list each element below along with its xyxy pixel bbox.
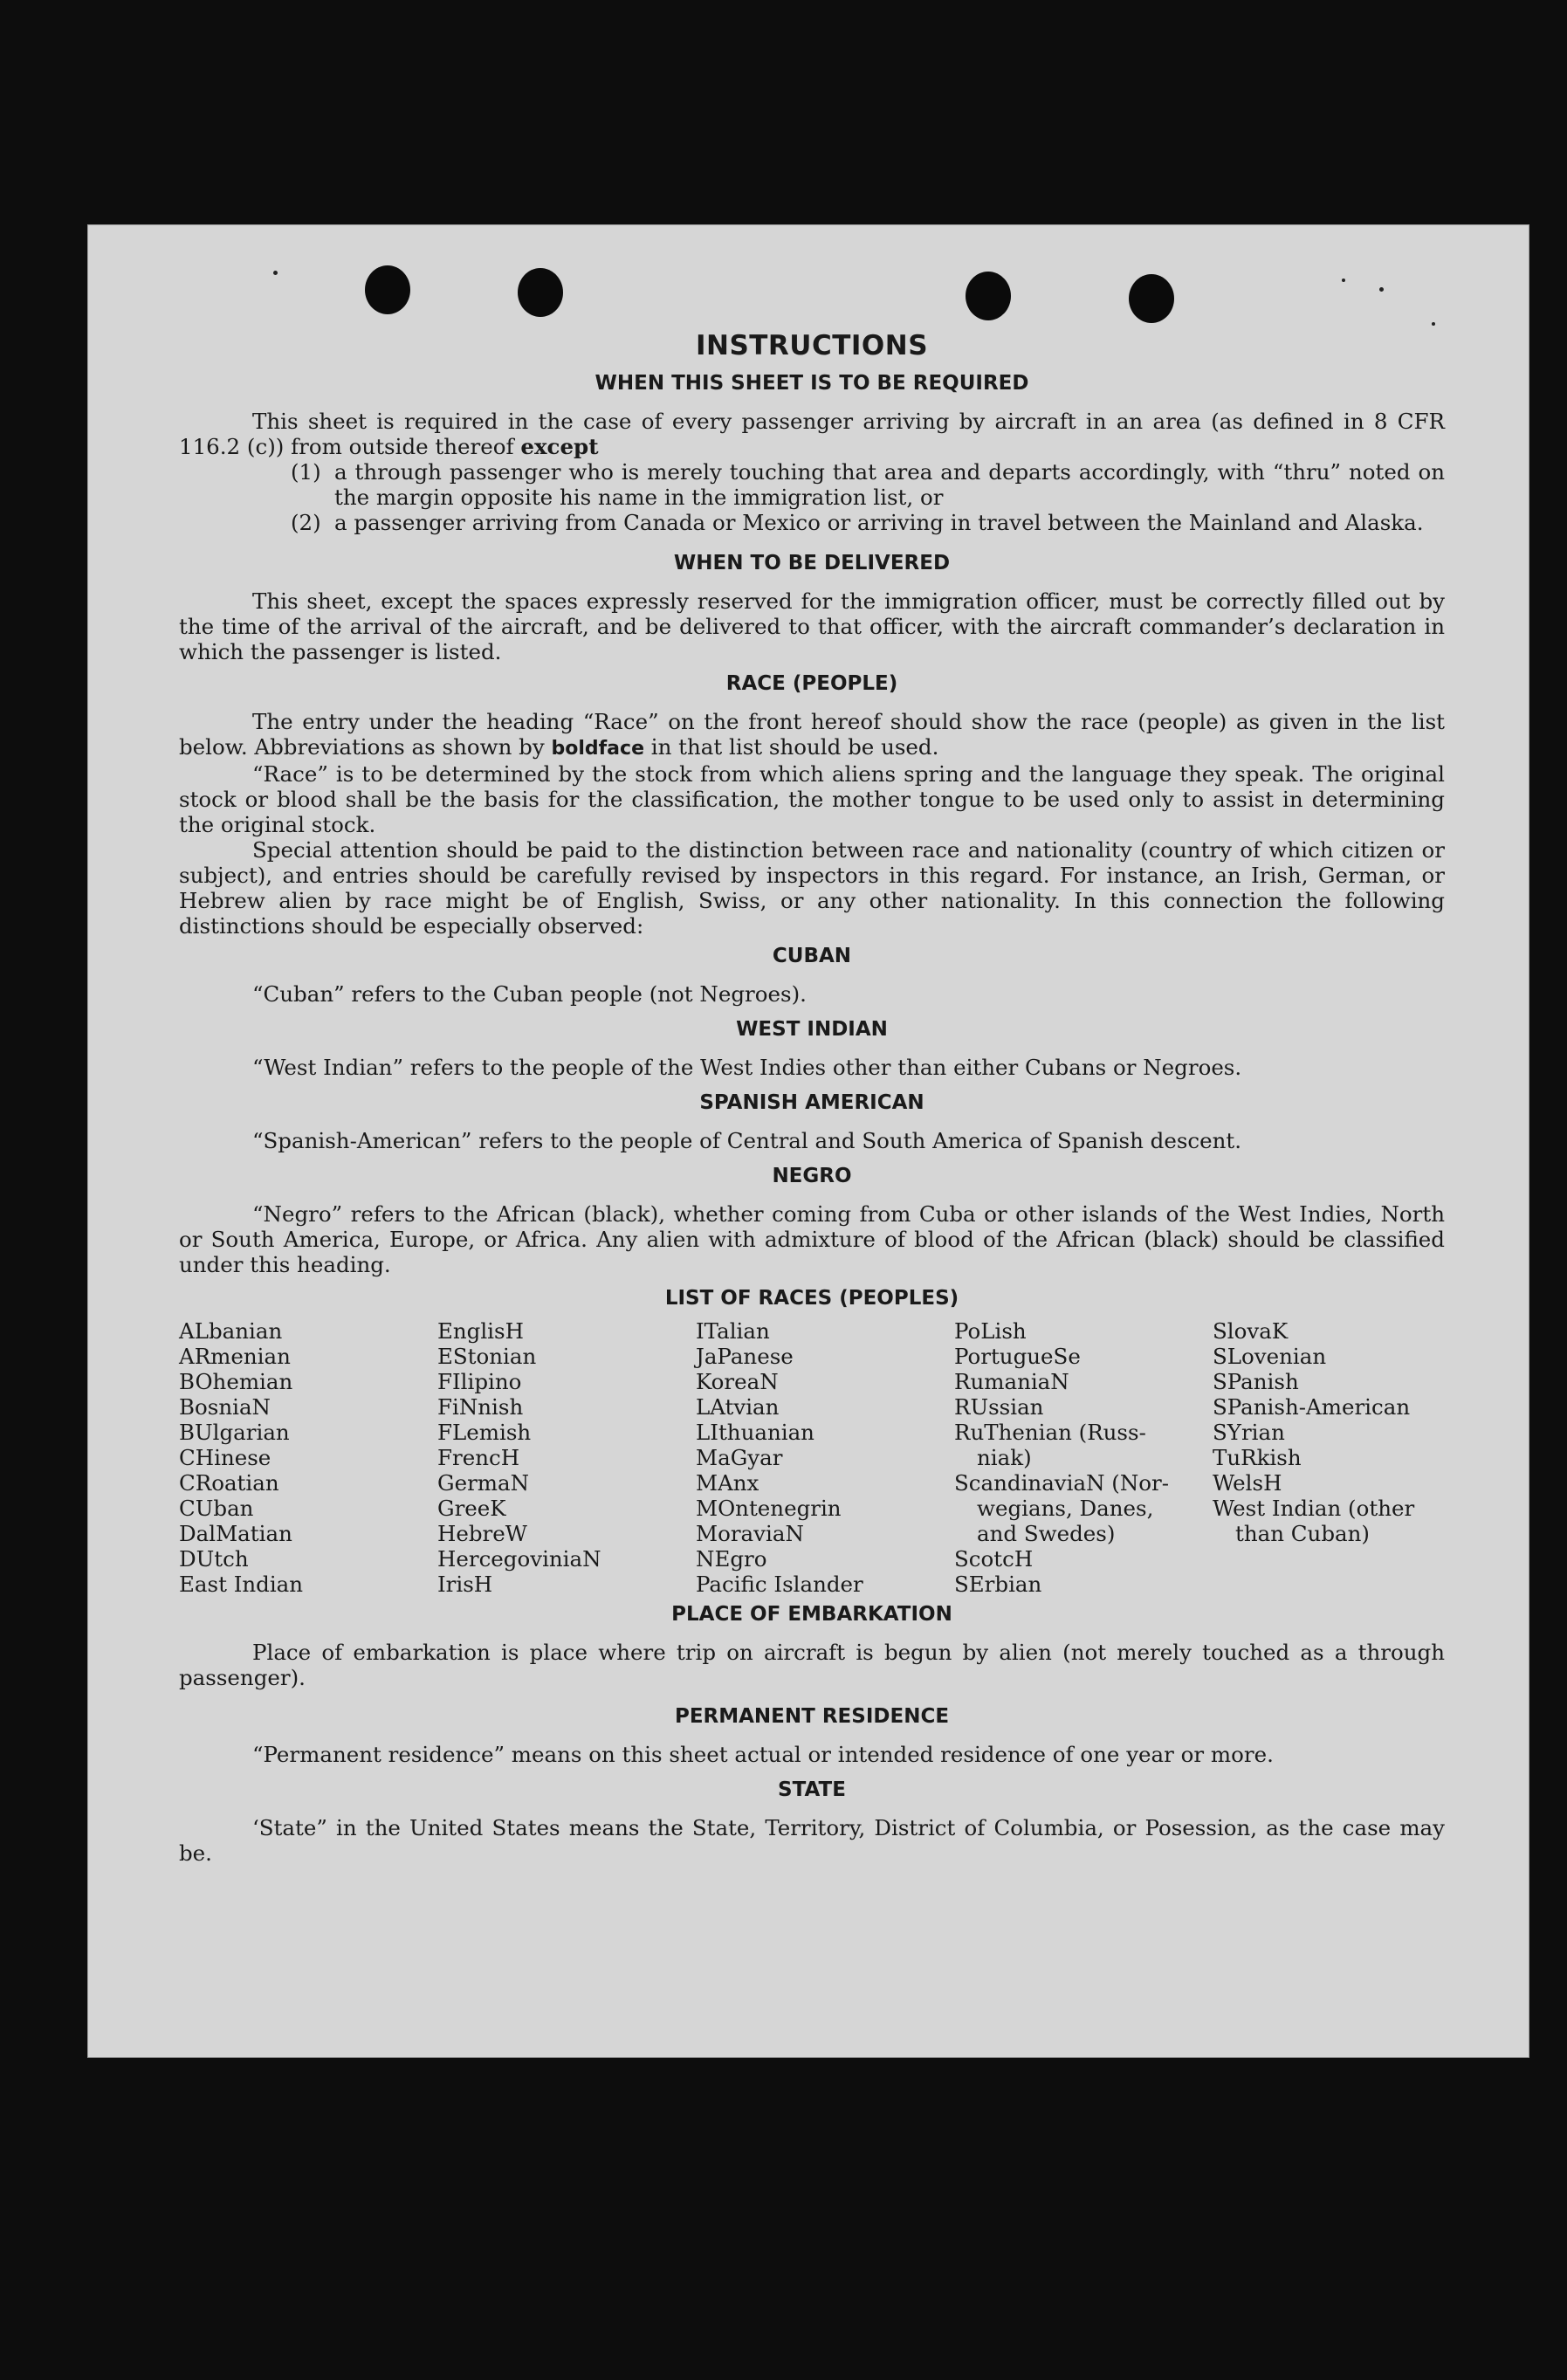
race-entry: NEgro (696, 1546, 767, 1572)
race-entry: GreeK (437, 1496, 506, 1521)
race-entry: ScandinaviaN (Nor- (954, 1470, 1170, 1496)
item-number: (2) (291, 510, 321, 535)
section-heading-delivered: WHEN TO BE DELIVERED (673, 552, 951, 574)
race-entry: RumaniaN (954, 1369, 1069, 1394)
residence-text: “Permanent residence” means on this sheet actual or intended residence of one year or more. (252, 1742, 1274, 1767)
section-heading-spanish-american: SPANISH AMERICAN (699, 1091, 924, 1114)
section-heading-state: STATE (778, 1778, 846, 1801)
race-entry: SPanish (1213, 1369, 1299, 1394)
negro-text: “Negro” refers to the African (black), whether coming from Cuba or other islands of the West Indies, North or South America, Europe, or Africa. Any alien with admixture of blood of the African (black) should be classified under this heading. (179, 1201, 1445, 1277)
race-entry: East Indian (179, 1572, 304, 1597)
race-entry: MaGyar (696, 1445, 783, 1470)
ink-speck (1342, 279, 1345, 282)
embarkation-text: Place of embarkation is place where trip on aircraft is begun by alien (not merely touched as a through passenger). (179, 1640, 1445, 1690)
race-entry: KoreaN (696, 1369, 779, 1394)
ink-speck (273, 271, 278, 275)
race-entry: SlovaK (1213, 1318, 1289, 1344)
race-paragraph-3: Special attention should be paid to the distinction between race and nationality (country of which citizen or subject), and entries should be carefully revised by inspectors in this regard. For instance, an Irish, German, or Hebrew alien by race might be of English, Swiss, or any other nationality. In this connection the following distinctions should be especially observed: (179, 837, 1445, 939)
race-entry: FiNnish (437, 1394, 524, 1420)
race-paragraph-1 (179, 709, 1445, 761)
race-entry-continuation: niak) (977, 1445, 1032, 1470)
cuban-text: “Cuban” refers to the Cuban people (not Negroes). (252, 981, 807, 1007)
section-heading-races-list: LIST OF RACES (PEOPLES) (664, 1287, 959, 1310)
required-intro-text: This sheet is required in the case of every passenger arriving by aircraft in an area (as defined in 8 CFR 116.2 (c)) from outside thereof (179, 409, 1445, 459)
race-entry: SYrian (1213, 1420, 1285, 1445)
race-entry-continuation: and Swedes) (977, 1521, 1116, 1546)
race-entry: BUlgarian (179, 1420, 290, 1445)
race-entry: SPanish-American (1213, 1394, 1411, 1420)
section-heading-residence: PERMANENT RESIDENCE (674, 1705, 950, 1728)
race-entry: EStonian (437, 1344, 537, 1369)
section-heading-embarkation: PLACE OF EMBARKATION (671, 1603, 952, 1626)
races-column-1 (179, 1318, 437, 1597)
required-item-2 (179, 510, 1445, 535)
race-entry: EnglisH (437, 1318, 524, 1344)
race-entry: MAnx (696, 1470, 759, 1496)
spanish-american-text: “Spanish-American” refers to the people of Central and South America of Spanish descent. (252, 1128, 1242, 1153)
section-heading-required: WHEN THIS SHEET IS TO BE REQUIRED (594, 372, 1029, 395)
race-entry: GermaN (437, 1470, 530, 1496)
section-heading-race: RACE (PEOPLE) (725, 672, 898, 695)
race-entry: BOhemian (179, 1369, 293, 1394)
race-entry: LIthuanian (696, 1420, 814, 1445)
section-heading-west-indian: WEST INDIAN (736, 1018, 888, 1041)
race-paragraph-2: “Race” is to be determined by the stock from which aliens spring and the language they speak. The original stock or blood shall be the basis for the classification, the mother tongue to be used only to assist in determining the original stock. (179, 761, 1445, 837)
section-heading-negro: NEGRO (772, 1165, 852, 1187)
race-entry: PoLish (954, 1318, 1027, 1344)
races-column-4 (954, 1318, 1213, 1597)
punch-hole (966, 272, 1011, 320)
race-entry: FIlipino (437, 1369, 522, 1394)
race-entry: IrisH (437, 1572, 493, 1597)
race-p1-text: The entry under the heading “Race” on the front hereof should show the race (people) as given in the list below. Abbreviations as shown by (179, 709, 1445, 760)
race-entry: CUban (179, 1496, 254, 1521)
race-entry: HebreW (437, 1521, 527, 1546)
race-p1-boldface: boldface (551, 738, 644, 760)
page-title: INSTRUCTIONS (695, 330, 929, 361)
race-entry: JaPanese (696, 1344, 794, 1369)
race-entry: ARmenian (179, 1344, 291, 1369)
race-entry: SErbian (954, 1572, 1042, 1597)
race-entry: CRoatian (179, 1470, 279, 1496)
race-entry: FLemish (437, 1420, 532, 1445)
race-entry: DalMatian (179, 1521, 292, 1546)
instructions-content (179, 330, 1445, 1866)
races-column-2 (437, 1318, 696, 1597)
required-item-1 (179, 459, 1445, 510)
races-column-3 (696, 1318, 954, 1597)
section-heading-cuban: CUBAN (772, 945, 852, 967)
ink-speck (1379, 287, 1384, 292)
race-entry-continuation: wegians, Danes, (977, 1496, 1154, 1521)
item-number: (1) (291, 459, 321, 485)
race-entry: RUssian (954, 1394, 1044, 1420)
race-entry: CHinese (179, 1445, 271, 1470)
race-entry: DUtch (179, 1546, 249, 1572)
item-text: a through passenger who is merely touching that area and departs accordingly, with “thru” noted on the margin opposite his name in the immigration list, or (334, 459, 1445, 510)
punch-hole (365, 265, 410, 314)
race-entry: WelsH (1213, 1470, 1282, 1496)
required-intro (179, 409, 1445, 459)
race-entry: HercegoviniaN (437, 1546, 601, 1572)
ink-speck (1432, 322, 1435, 326)
race-entry: PortugueSe (954, 1344, 1081, 1369)
race-entry: ALbanian (179, 1318, 283, 1344)
race-entry-continuation: than Cuban) (1235, 1521, 1370, 1546)
item-text: a passenger arriving from Canada or Mexico or arriving in travel between the Mainland and Alaska. (334, 510, 1424, 535)
document-sheet (87, 224, 1529, 2058)
race-entry: RuThenian (Russ- (954, 1420, 1146, 1445)
state-text: ‘State” in the United States means the State, Territory, District of Columbia, or Posession, as the case may be. (179, 1815, 1445, 1866)
race-entry: TuRkish (1213, 1445, 1302, 1470)
races-column-5 (1213, 1318, 1445, 1597)
race-entry: MOntenegrin (696, 1496, 842, 1521)
race-p1-text-end: in that list should be used. (643, 734, 939, 760)
punch-hole (1129, 274, 1174, 323)
race-entry: SLovenian (1213, 1344, 1327, 1369)
race-entry: West Indian (other (1213, 1496, 1415, 1521)
race-entry: ITalian (696, 1318, 770, 1344)
race-entry: LAtvian (696, 1394, 780, 1420)
race-entry: Pacific Islander (696, 1572, 863, 1597)
delivered-text: This sheet, except the spaces expressly reserved for the immigration officer, must be correctly filled out by the time of the arrival of the aircraft, and be delivered to that officer, with the aircraft commander’s declaration in which the passenger is listed. (179, 588, 1445, 664)
race-entry: BosniaN (179, 1394, 271, 1420)
west-indian-text: “West Indian” refers to the people of the West Indies other than either Cubans or Negroes. (252, 1055, 1242, 1080)
races-list (179, 1318, 1445, 1597)
race-entry: ScotcH (954, 1546, 1034, 1572)
punch-hole (518, 268, 563, 317)
race-entry: FrencH (437, 1445, 520, 1470)
race-entry: MoraviaN (696, 1521, 804, 1546)
required-intro-except: except (520, 434, 599, 459)
